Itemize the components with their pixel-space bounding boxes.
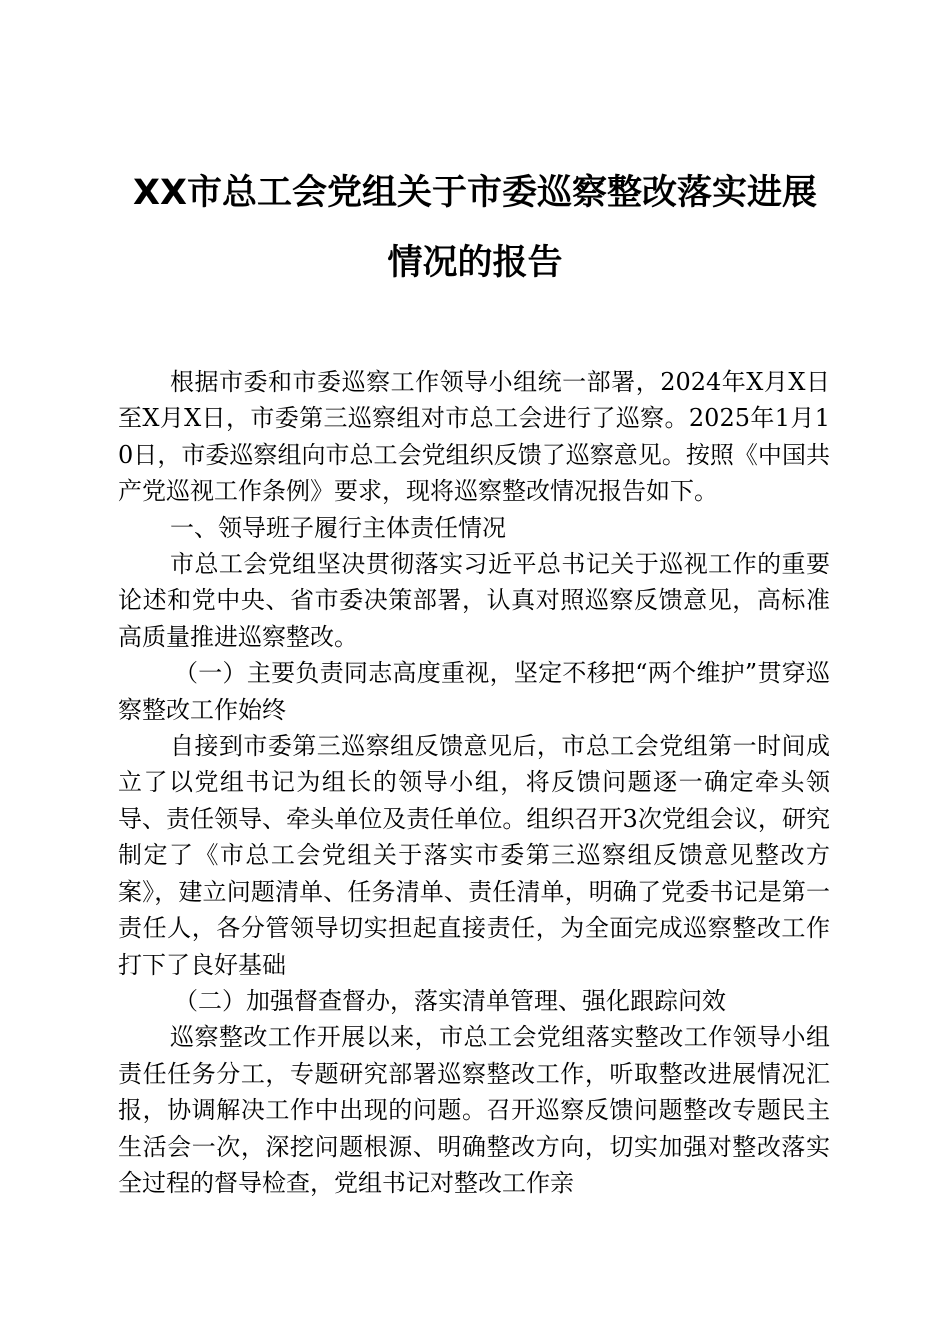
paragraph-subsection-1: 自接到市委第三巡察组反馈意见后，市总工会党组第一时间成立了以党组书记为组长的领导小组，将反馈问题逐一确定牵头领导、责任领导、牵头单位及责任单位。组织召开3次党组会议，研究制定了《市总工会党组关于落实市委第三巡察组反馈意见整改方案》，建立问题清单、任务清单、责任清单，明确了党委书记是第一责任人，各分管领导切实担起直接责任，为全面完成巡察整改工作打下了良好基础 [118,732,830,979]
subheading-2: （二）加强督查督办，落实清单管理、强化跟踪问效 [174,986,726,1015]
section-heading-1: 一、领导班子履行主体责任情况 [170,513,506,542]
document-title-line-2: 情况的报告 [387,243,563,283]
subheading-1: （一）主要负责同志高度重视，坚定不移把“两个维护”贯穿巡察整改工作始终 [118,659,830,724]
paragraph-subsection-2: 巡察整改工作开展以来，市总工会党组落实整改工作领导小组责任任务分工，专题研究部署巡察整改工作，听取整改进展情况汇报，协调解决工作中出现的问题。召开巡察反馈问题整改专题民主生活会一次，深挖问题根源、明确整改方向，切实加强对整改落实全过程的督导检查，党组书记对整改工作亲 [118,1023,830,1197]
paragraph-intro: 根据市委和市委巡察工作领导小组统一部署，2024年X月X日至X月X日，市委第三巡察组对市总工会进行了巡察。2025年1月10日，市委巡察组向市总工会党组织反馈了巡察意见。按照《中国共产党巡视工作条例》要求，现将巡察整改情况报告如下。 [118,368,830,506]
document-body [118,364,830,1201]
paragraph-section-1: 市总工会党组坚决贯彻落实习近平总书记关于巡视工作的重要论述和党中央、省市委决策部署，认真对照巡察反馈意见，高标准高质量推进巡察整改。 [118,550,830,651]
document-title-line-1: XX市总工会党组关于市委巡察整改落实进展 [133,173,817,213]
